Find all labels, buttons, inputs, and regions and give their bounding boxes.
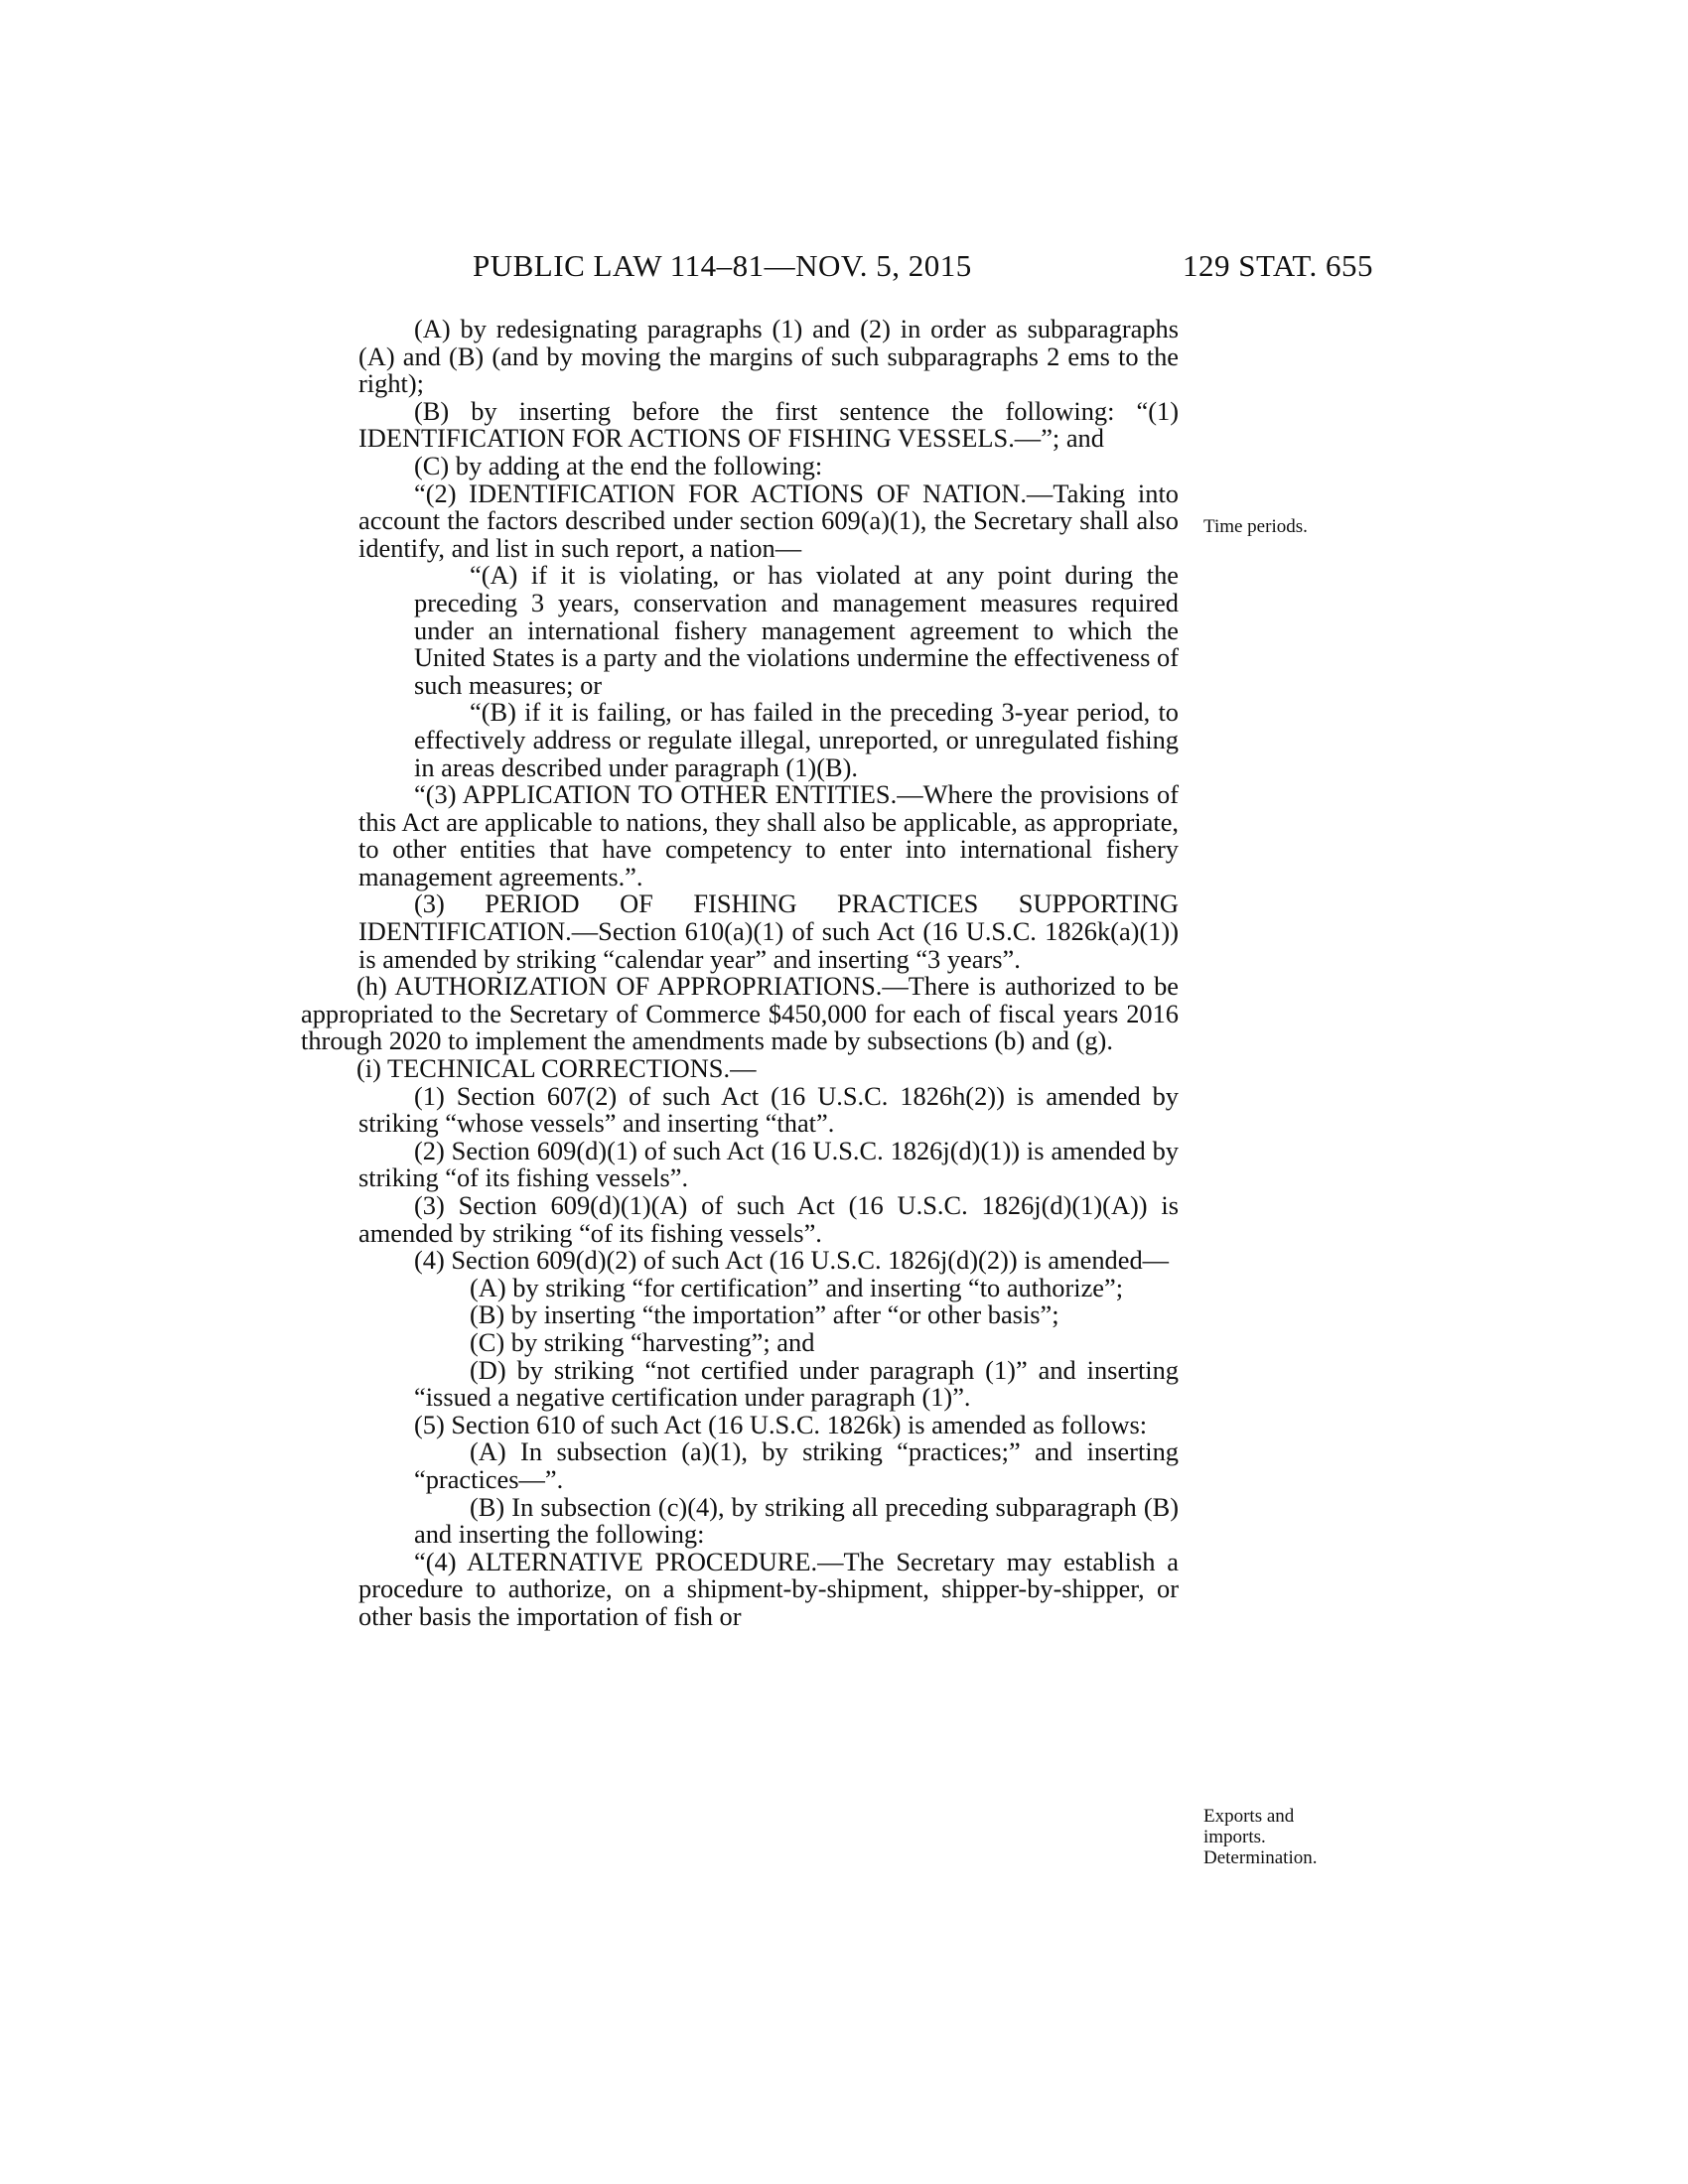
paragraph-correction-2: (2) Section 609(d)(1) of such Act (16 U.S.C. 1826j(d)(1)) is amended by striking “of its fishing vessels”.	[358, 1135, 1179, 1193]
page-header-stat-ref: 129 STAT. 655	[1182, 248, 1373, 283]
margin-note-time-periods: Time periods.	[1203, 516, 1308, 537]
paragraph-correction-4-a: (A) by striking “for certification” and inserting “to authorize”;	[470, 1272, 1124, 1302]
paragraph-technical-corrections: (i) TECHNICAL CORRECTIONS.—	[356, 1053, 757, 1084]
paragraph-correction-5-b: (B) In subsection (c)(4), by striking all preceding subparagraph (B) and inserting the following:	[414, 1491, 1179, 1550]
paragraph-authorization-appropriations: (h) AUTHORIZATION OF APPROPRIATIONS.—There is authorized to be appropriated to the Secretary of Commerce $450,000 for each of fiscal years 2016 through 2020 to implement the amendments made by subsections (b) and (g).	[301, 971, 1179, 1056]
paragraph-application-other-entities: “(3) APPLICATION TO OTHER ENTITIES.—Where the provisions of this Act are applicable to nations, they shall also be applicable, as appropriate, to other entities that have competency to enter into international fishery management agreements.”.	[358, 779, 1179, 891]
paragraph-correction-5-a: (A) In subsection (a)(1), by striking “practices;” and inserting “practices—”.	[414, 1436, 1179, 1494]
paragraph-g2-b: (B) by inserting before the first sentence the following: “(1) IDENTIFICATION FOR ACTIONS OF FISHING VESSELS.—”; and	[358, 395, 1179, 454]
paragraph-identification-nation: “(2) IDENTIFICATION FOR ACTIONS OF NATION.—Taking into account the factors described under section 609(a)(1), the Secretary shall also identify, and list in such report, a nation—	[358, 478, 1179, 563]
paragraph-nation-a: “(A) if it is violating, or has violated at any point during the preceding 3 years, conservation and management measures required under an international fishery management agreement to which the United States is a party and the violations undermine the effectiveness of such measures; or	[414, 560, 1179, 700]
paragraph-correction-4-c: (C) by striking “harvesting”; and	[470, 1326, 815, 1357]
paragraph-g2-c: (C) by adding at the end the following:	[414, 450, 823, 480]
paragraph-correction-5: (5) Section 610 of such Act (16 U.S.C. 1826k) is amended as follows:	[414, 1409, 1148, 1439]
document-body	[301, 316, 1179, 1631]
paragraph-correction-4: (4) Section 609(d)(2) of such Act (16 U.S.C. 1826j(d)(2)) is amended—	[414, 1245, 1170, 1276]
page-header-title: PUBLIC LAW 114–81—NOV. 5, 2015	[473, 248, 972, 283]
paragraph-correction-4-d: (D) by striking “not certified under paragraph (1)” and inserting “issued a negative certification under paragraph (1)”.	[414, 1354, 1179, 1413]
paragraph-correction-4-b: (B) by inserting “the importation” after “or other basis”;	[470, 1299, 1059, 1330]
paragraph-correction-3: (3) Section 609(d)(1)(A) of such Act (16 U.S.C. 1826j(d)(1)(A)) is amended by striking “of its fishing vessels”.	[358, 1190, 1179, 1248]
paragraph-g2-a: (A) by redesignating paragraphs (1) and (2) in order as subparagraphs (A) and (B) (and by moving the margins of such subparagraphs 2 ems to the right);	[358, 314, 1179, 399]
paragraph-correction-1: (1) Section 607(2) of such Act (16 U.S.C. 1826h(2)) is amended by striking “whose vessels” and inserting “that”.	[358, 1080, 1179, 1139]
paragraph-alternative-procedure: “(4) ALTERNATIVE PROCEDURE.—The Secretary may establish a procedure to authorize, on a shipment-by-shipment, shipper-by-shipper, or other basis the importation of fish or	[358, 1546, 1179, 1631]
paragraph-period-fishing-practices: (3) PERIOD OF FISHING PRACTICES SUPPORTING IDENTIFICATION.—Section 610(a)(1) of such Act (16 U.S.C. 1826k(a)(1)) is amended by striking “calendar year” and inserting “3 years”.	[358, 888, 1179, 974]
margin-note-exports-imports	[1203, 1806, 1323, 1868]
margin-note-exports-imports-text: Exports and imports. Determination.	[1203, 1806, 1318, 1868]
paragraph-nation-b: “(B) if it is failing, or has failed in the preceding 3-year period, to effectively address or regulate illegal, unreported, or unregulated fishing in areas described under paragraph (1)(B).	[414, 697, 1179, 782]
